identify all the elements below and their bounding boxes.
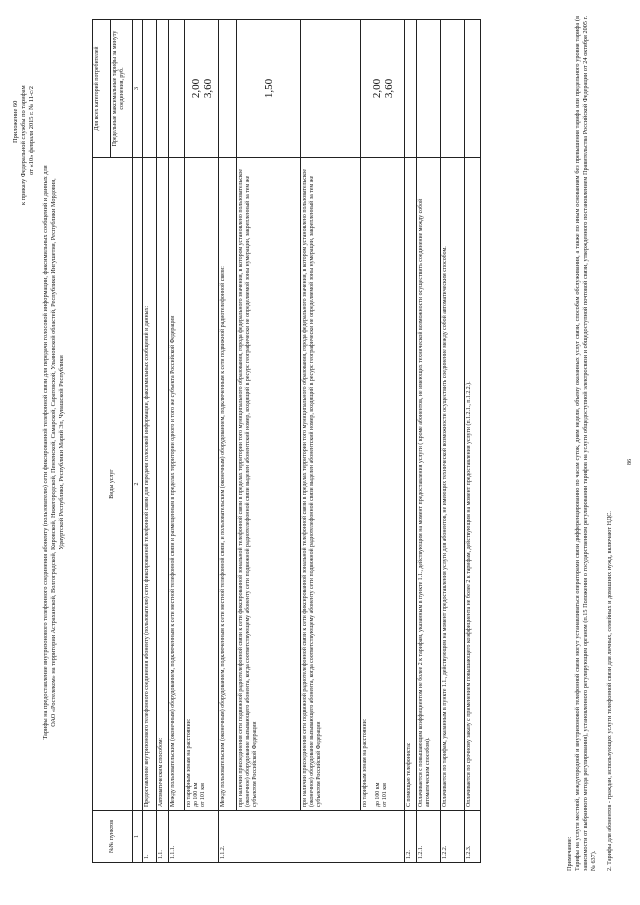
table-row [301, 20, 361, 863]
row-service-text: Оплачивается по тарифам, указанным в пункте 1.1., действующим на момент предоставления услуги для абонентов, не имеющих технической возможности осуществить соединение между собой автоматическим способом. [441, 158, 465, 811]
row-service-text: при наличии присоединения сети подвижной радиотелефонной связи к сети фиксированной зональной телефонной связи в пределах территории того муниципального образования, города федерального значения, в котором установлено пользовательское (оконечное) оборудование вызывающего абонента, когда соответствующему абоненту сети подвижной радиотелефонной связи выделен абонентский номер, входящий в ресурс географически не определяемой зоны нумерации, закрепленный за тем же субъектом Российской Федерации [237, 158, 301, 811]
zone-list [185, 158, 219, 811]
zone-up-to-100: до 100 км [375, 782, 381, 807]
appendix-label: Приложение 60 [12, 100, 19, 143]
row-number: 1. [143, 811, 157, 863]
tariff-value: 2,00 [189, 78, 202, 99]
column-number-2: 2 [133, 158, 143, 811]
row-number: 1.1. [157, 811, 169, 863]
row-tariff-cell [417, 20, 441, 158]
row-service-text: Автоматическим способом: [157, 158, 169, 811]
tariff-value: 3,60 [201, 78, 214, 99]
page-number: 86 [627, 459, 633, 465]
notes-heading: Примечание: [566, 836, 573, 871]
tariff-table [92, 19, 481, 863]
table-row [465, 20, 481, 863]
zone-up-to-100: до 100 км [193, 782, 199, 807]
table-row [169, 20, 185, 863]
table-row [143, 20, 157, 863]
table-row [441, 20, 465, 863]
row-service-text: Предоставление внутризонового телефонного соединения абоненту (пользователю) сети фиксированной телефонной связи для передачи голосовой информации, факсимильных сообщений и данных: [143, 158, 157, 811]
row-number: 1.2.1. [417, 811, 441, 863]
table-row [361, 20, 405, 863]
row-tariff-cell [465, 20, 481, 158]
row-number: 1.2. [405, 811, 417, 863]
column-number-1: 1 [133, 811, 143, 863]
note-1: Тарифы на услуги местной, междугородной и внутризоновой телефонной связи могут устанавливаться операторами связи дифференцированно по часам суток, дням недели, объему оказанных услуг связи, способам обслуживания, а также по иным основаниям без превышения тарифа или предельного уровня тарифа (в зависимости от выбранного метода регулирования), установленного регулирующим органом (п.15 Положения о государственном регулировании тарифов на услуги общедоступной электросвязи и общедоступной почтовой связи, утвержденного постановлением Правительства Российской Федерации от 24 октября 2005 г. № 637). [574, 16, 597, 871]
row-tariff-cell [441, 20, 465, 158]
column-header-group: Для всех категорий потребителей [93, 20, 111, 158]
notes-block [566, 16, 614, 871]
column-header-number: №№ пунктов [93, 811, 133, 863]
row-tariff-cell [169, 20, 185, 158]
note-2: 2. Тарифы для абонентов - граждан, использующих услуги телефонной связи для личных, семейных и домашних нужд, включают НДС. [606, 511, 613, 871]
order-reference: к приказу Федеральной службы по тарифам [20, 85, 27, 205]
table-row [237, 20, 301, 863]
row-number: 1.1.1. [169, 811, 219, 863]
table-row [417, 20, 441, 863]
zone-values [185, 20, 219, 158]
zone-from-101: от 101 км [200, 783, 206, 807]
row-number: 1.2.3. [465, 811, 481, 863]
table-row [157, 20, 169, 863]
row-number: 1.2.2. [441, 811, 465, 863]
title-line-3: Удмуртской Республики, Республики Марий Эл, Чувашской Республики [58, 355, 66, 550]
tariff-value: 1,50 [237, 20, 301, 158]
row-service-text: С помощью телефониста: [405, 158, 417, 811]
row-tariff-cell [405, 20, 417, 158]
row-service-text: при наличии присоединения сети подвижной радиотелефонной связи к сети фиксированной зональной телефонной связи в пределах территории того муниципального образования, города федерального значения, в котором установлено пользовательское (оконечное) оборудование вызывающего абонента, когда соответствующему абоненту сети подвижной радиотелефонной связи выделен абонентский номер, входящий в ресурс географически не определяемой зоны нумерации, закрепленный за тем же субъектом Российской Федерации [301, 158, 361, 811]
title-line-2: ОАО «Ростелеком» на территории Астраханской, Волгоградской, Кировской, Нижегородской, Пензенской, Самарской, Саратовской, Ульяновской областей, Республики Ингушетия, Республики Мордовия, [50, 178, 58, 727]
row-service-text: Между пользовательским (оконечным) оборудованием, подключенным к сети местной телефонной связи, и пользовательским (оконечным) оборудованием, подключенным к сети подвижной радиотелефонной связи: [219, 158, 237, 811]
row-tariff-cell [157, 20, 169, 158]
row-tariff-cell [219, 20, 237, 158]
document-header [12, 5, 36, 205]
title-line-1: Тарифы на предоставление внутризонового телефонного соединения абоненту (пользователю) сети фиксированной телефонной связи для передачи голосовой информации, факсимильных сообщений и данных для [42, 165, 49, 740]
zone-list [361, 158, 405, 811]
column-number-3: 3 [133, 20, 143, 158]
row-number: 1.1.2. [219, 811, 405, 863]
zone-values [361, 20, 405, 158]
row-service-text: Оплачивается по срочному заказу с применением повышающего коэффициента не более 2 к тарифам, действующим на момент предоставления услуги (п.1.2.1., п.1.2.2.). [465, 158, 481, 811]
table-row [405, 20, 417, 863]
zone-from-101: от 101 км [382, 783, 388, 807]
row-service-text: Оплачивается с повышающим коэффициентом не более 2 к тарифам, указанным в пункте 1.1., действующим на момент предоставления услуги ( кроме абонентов, не имеющих технической возможности осуществить соединение между собой автоматическим способом). [417, 158, 441, 811]
order-date: от «10» февраля 2015 г. № 11-с/2 [28, 86, 35, 175]
table-row [185, 20, 219, 863]
row-service-text: Между пользовательским (оконечным) оборудованием, подключенным к сети местной телефонной связи и размещенным в пределах территории одного и того же субъекта Российской Федерации [169, 158, 185, 811]
zone-label: по тарифным зонам на расстоянии: [186, 718, 192, 807]
document-title [42, 20, 67, 885]
zone-label: по тарифным зонам на расстоянии: [362, 718, 368, 807]
tariff-value: 3,60 [382, 78, 395, 99]
row-tariff-cell [301, 20, 361, 158]
row-tariff-cell [143, 20, 157, 158]
column-header-service: Виды услуг [93, 158, 133, 811]
tariff-value: 2,00 [370, 78, 383, 99]
table-row [219, 20, 237, 863]
column-header-tariff: Предельные максимальные тарифы за минуту соединения, руб. [111, 20, 133, 158]
